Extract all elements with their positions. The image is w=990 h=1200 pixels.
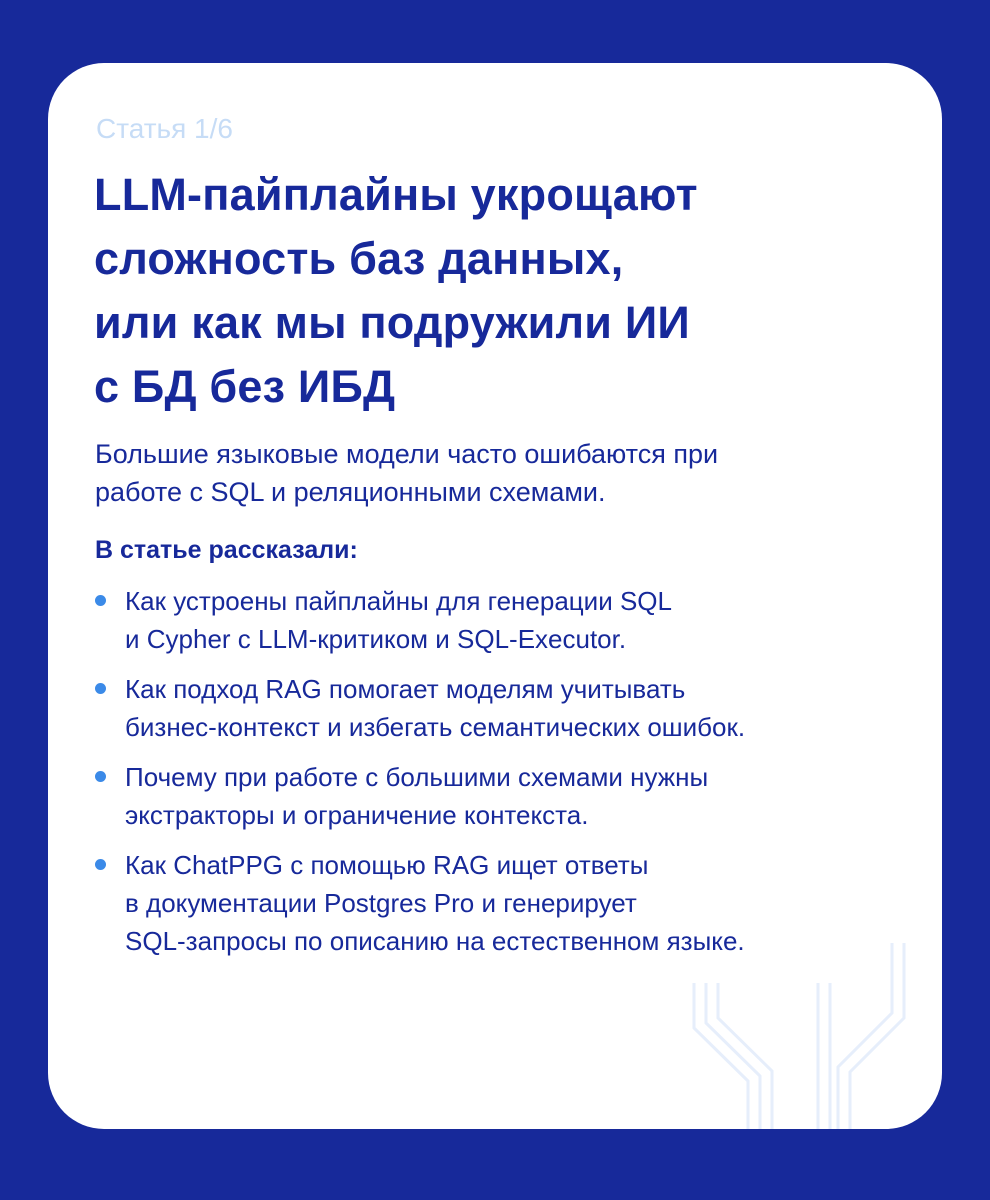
lead-line: Большие языковые модели часто ошибаются при: [95, 439, 719, 469]
list-item: [95, 582, 915, 658]
section-heading: В статье рассказали:: [95, 536, 358, 564]
list-item: [95, 670, 915, 746]
content-card: [48, 63, 942, 1129]
list-item-line: Почему при работе с большими схемами нужны: [125, 762, 709, 792]
list-item-line: Как устроены пайплайны для генерации SQL: [125, 586, 672, 616]
title-line: или как мы подружили ИИ: [94, 297, 690, 348]
bullet-dot-icon: [95, 683, 106, 694]
topics-list: [95, 582, 915, 972]
list-item-line: и Cypher с LLM-критиком и SQL-Executor.: [125, 624, 627, 654]
list-item-line: SQL-запросы по описанию на естественном языке.: [125, 926, 745, 956]
list-item-line: Как подход RAG помогает моделям учитывать: [125, 674, 686, 704]
list-item-line: Как ChatPPG с помощью RAG ищет ответы: [125, 850, 649, 880]
bullet-dot-icon: [95, 771, 106, 782]
article-counter: Статья 1/6: [96, 113, 233, 144]
bullet-dot-icon: [95, 859, 106, 870]
lead-line: работе с SQL и реляционными схемами.: [95, 477, 606, 507]
title-line: сложность баз данных,: [94, 233, 624, 284]
list-item-line: бизнес-контекст и избегать семантических ошибок.: [125, 712, 746, 742]
bullet-dot-icon: [95, 595, 106, 606]
title-line: с БД без ИБД: [94, 361, 396, 412]
list-item: [95, 758, 915, 834]
title-line: LLM-пайплайны укрощают: [94, 169, 698, 220]
list-item: [95, 846, 915, 960]
article-title: [94, 163, 894, 419]
lead-paragraph: [95, 435, 895, 511]
list-item-line: в документации Postgres Pro и генерирует: [125, 888, 637, 918]
list-item-line: экстракторы и ограничение контекста.: [125, 800, 589, 830]
